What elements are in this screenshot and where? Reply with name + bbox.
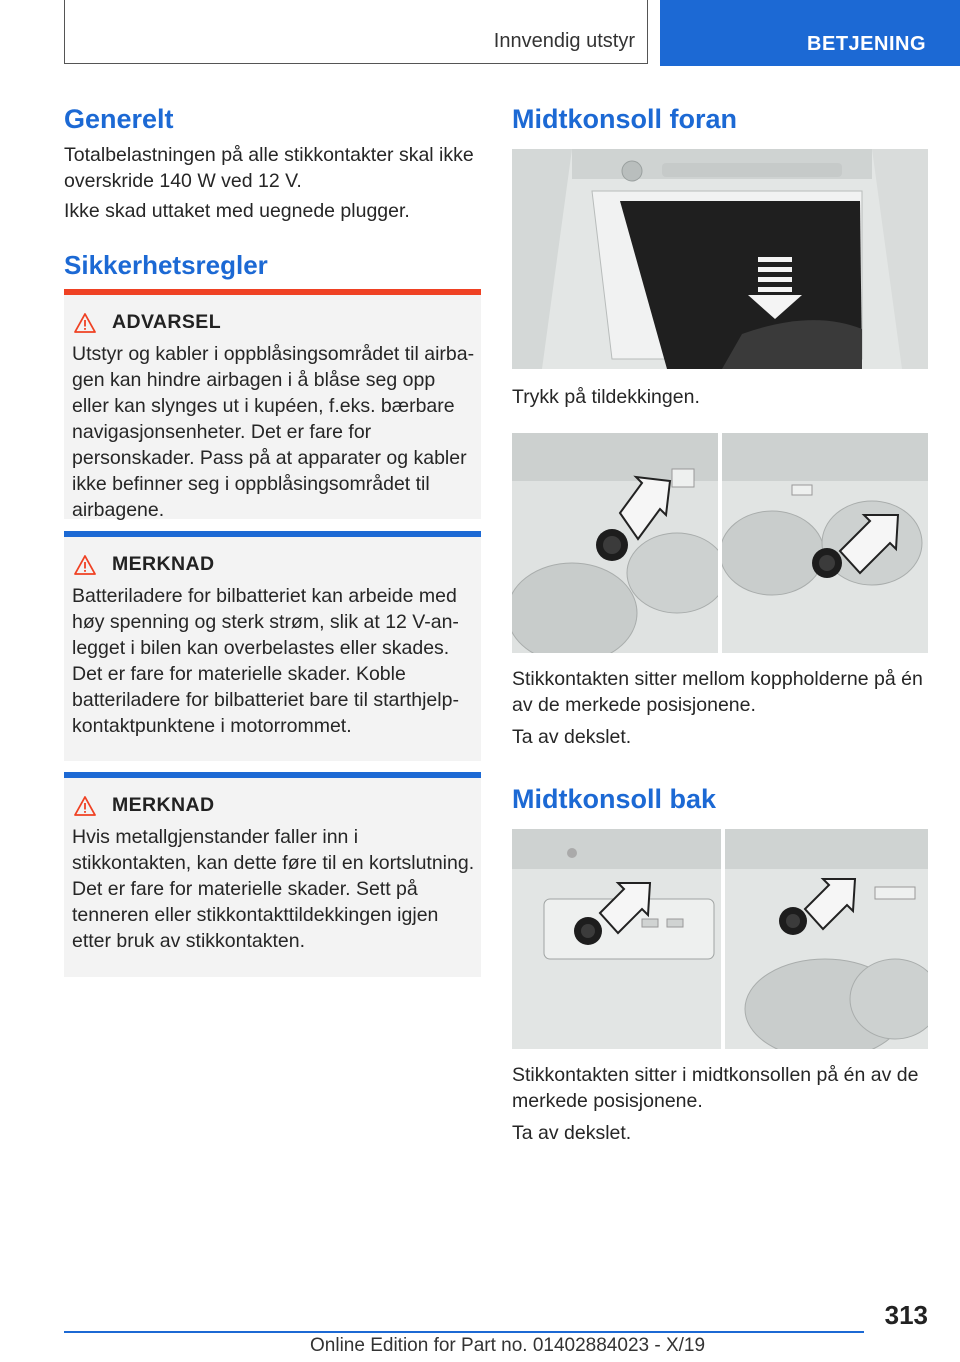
page-number: 313 xyxy=(884,1300,928,1330)
rear-caption-2: Ta av dekslet. xyxy=(512,1122,632,1144)
notice-title-row xyxy=(74,794,214,817)
footer-edition-text: Online Edition for Part no. 01402884023 - X/19 xyxy=(310,1335,706,1356)
notice-battery-chargers xyxy=(64,531,481,761)
front-caption-3: Ta av dekslet. xyxy=(512,726,632,748)
notice-title-row xyxy=(74,553,214,576)
header-section-title: Innvendig utstyr xyxy=(493,30,635,52)
notice-title: MERKNAD xyxy=(112,794,215,816)
notice-title: ADVARSEL xyxy=(112,311,222,333)
front-socket-image-left xyxy=(512,433,718,653)
warning-triangle-icon xyxy=(74,313,96,333)
heading-general: Generelt xyxy=(64,104,174,134)
notice-text: Utstyr og kabler i oppblåsingsområdet til airbagen kan hindre airbagen i å blåse seg opp eller kan slynges ut i kupéen, f.eks. bærbare navigasjonsenheter. Det er fare for personskader. Pass på at apparater og kabler ikke befinner seg i oppblåsingsområdet til airbagene. xyxy=(72,343,475,521)
notice-text: Batteriladere for bilbatteriet kan arbeide med høy spenning og sterk strøm, slik at 12 V-anlegget i bilen kan overbelastes eller skades. Det er fare for materielle skader. Koble batteriladere for bilbatteriet bare til starthjelp-kontaktpunktene i motorrommet. xyxy=(72,585,459,737)
general-paragraph-1: Totalbelastningen på alle stikkontakter skal ikke overskride 140 W ved 12 V. xyxy=(64,144,474,192)
warning-triangle-icon xyxy=(74,555,96,575)
warning-triangle-icon xyxy=(74,796,96,816)
rear-socket-image-right xyxy=(725,829,928,1049)
heading-safety: Sikkerhetsregler xyxy=(64,250,268,280)
rear-socket-image-left xyxy=(512,829,721,1049)
notice-title-row xyxy=(74,311,221,334)
notice-bar xyxy=(64,772,481,778)
front-caption-1: Trykk på tildekkingen. xyxy=(512,386,700,408)
heading-rear-console: Midtkonsoll bak xyxy=(512,784,717,814)
header-chapter-tab xyxy=(660,0,960,66)
front-caption-2: Stikkontakten sitter mellom koppholderne på én av de merkede posisjonene. xyxy=(512,668,923,716)
notice-bar xyxy=(64,531,481,537)
notice-metal-objects xyxy=(64,772,481,977)
header-chapter-title: BETJENING xyxy=(807,33,926,55)
warning-bar xyxy=(64,289,481,295)
front-socket-image-right xyxy=(722,433,928,653)
notice-title: MERKNAD xyxy=(112,553,215,575)
notice-text: Hvis metallgjenstander faller inn i stikkontakten, kan dette føre til en kortslutning. Det er fare for materielle skader. Sett på tenneren eller stikkontakttildekkingen igjen etter bruk av stikkontakten. xyxy=(72,826,475,952)
warning-notice xyxy=(64,289,481,519)
footer-divider xyxy=(64,1331,864,1333)
heading-front-console: Midtkonsoll foran xyxy=(512,104,737,134)
rear-caption-1: Stikkontakten sitter i midtkonsollen på én av de merkede posisjonene. xyxy=(512,1064,919,1112)
front-console-cover-image xyxy=(512,149,928,369)
general-paragraph-2: Ikke skad uttaket med uegnede plugger. xyxy=(64,200,410,222)
header-section-box xyxy=(64,0,648,64)
